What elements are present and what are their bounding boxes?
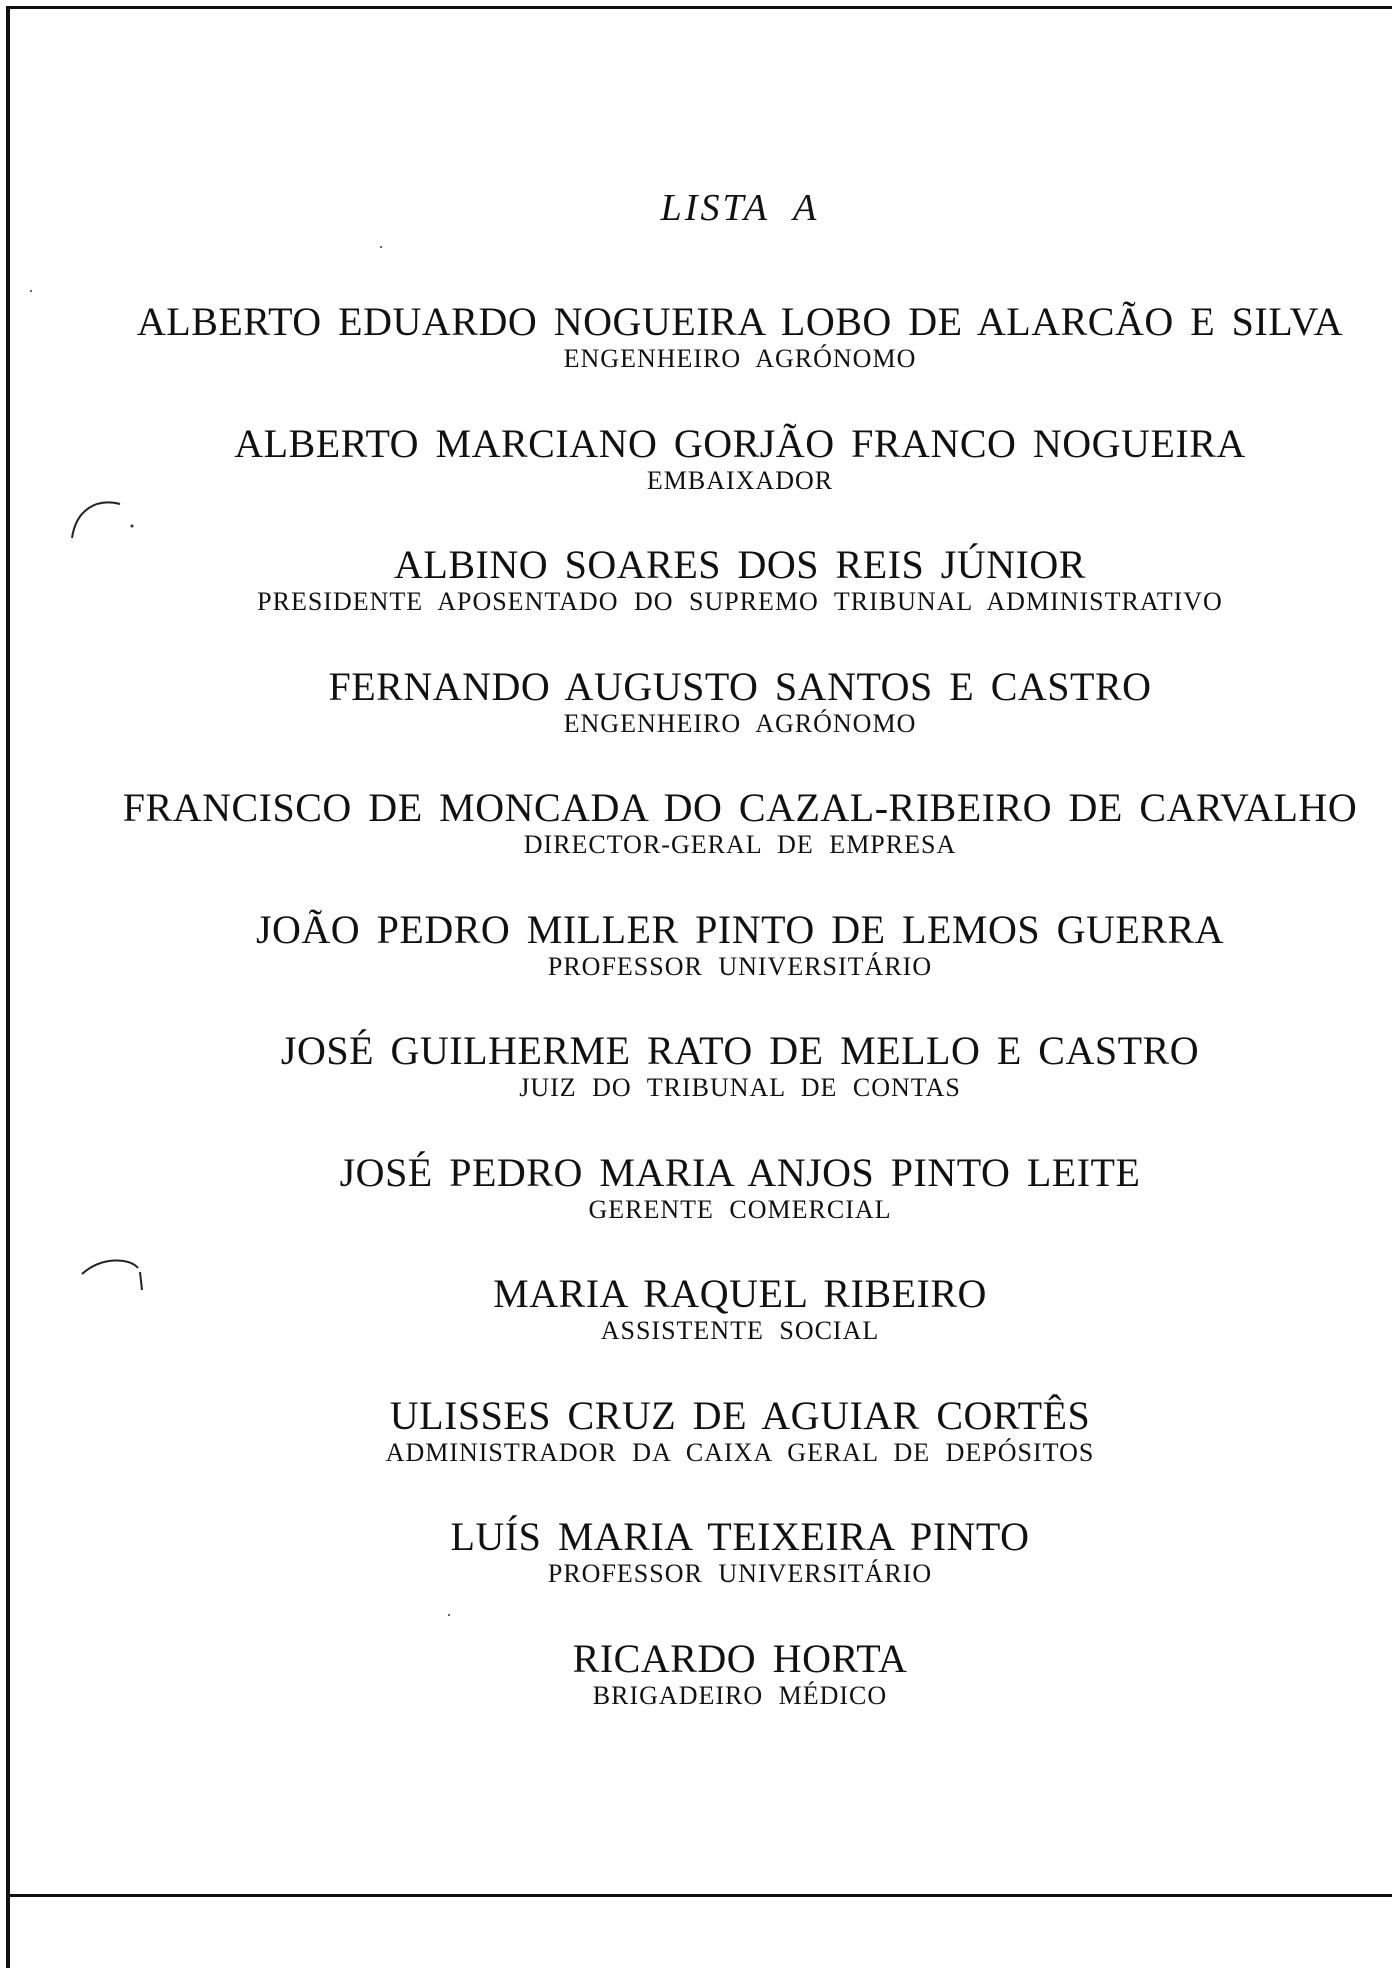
candidate-name: ULISSES CRUZ DE AGUIAR CORTÊS bbox=[389, 1392, 1091, 1438]
list-item bbox=[0, 1515, 1392, 1637]
scan-border-bottom bbox=[8, 1894, 1392, 1897]
candidate-role: GERENTE COMERCIAL bbox=[588, 1194, 892, 1224]
candidate-role: JUIZ DO TRIBUNAL DE CONTAS bbox=[519, 1073, 961, 1102]
list-item bbox=[0, 300, 1392, 422]
candidate-name: JOSÉ GUILHERME RATO DE MELLO E CASTRO bbox=[280, 1028, 1200, 1073]
scan-border-top bbox=[8, 6, 1392, 9]
candidate-name: RICARDO HORTA bbox=[572, 1635, 908, 1681]
scan-speck bbox=[380, 246, 382, 248]
candidate-name: ALBERTO MARCIANO GORJÃO FRANCO NOGUEIRA bbox=[234, 420, 1246, 466]
list-item bbox=[0, 1637, 1392, 1759]
candidate-name: MARIA RAQUEL RIBEIRO bbox=[493, 1271, 987, 1316]
candidate-name: FRANCISCO DE MONCADA DO CAZAL-RIBEIRO DE CARVALHO bbox=[122, 785, 1358, 830]
candidate-role: ASSISTENTE SOCIAL bbox=[600, 1316, 880, 1345]
candidate-name: LUÍS MARIA TEIXEIRA PINTO bbox=[450, 1514, 1030, 1559]
candidate-role: BRIGADEIRO MÉDICO bbox=[592, 1680, 888, 1710]
list-item bbox=[0, 1272, 1392, 1394]
list-item bbox=[0, 543, 1392, 665]
candidate-name: JOSÉ PEDRO MARIA ANJOS PINTO LEITE bbox=[339, 1149, 1141, 1195]
candidate-name: ALBERTO EDUARDO NOGUEIRA LOBO DE ALARCÃO E SILVA bbox=[136, 299, 1344, 344]
list-item bbox=[0, 1151, 1392, 1273]
candidate-role: ADMINISTRADOR DA CAIXA GERAL DE DEPÓSITOS bbox=[385, 1437, 1095, 1467]
candidate-name: ALBINO SOARES DOS REIS JÚNIOR bbox=[394, 542, 1086, 587]
page-title: LISTA A bbox=[660, 187, 820, 229]
list-item bbox=[0, 665, 1392, 787]
list-item bbox=[0, 1029, 1392, 1151]
candidate-role: PRESIDENTE APOSENTADO DO SUPREMO TRIBUNAL ADMINISTRATIVO bbox=[257, 587, 1223, 616]
list-item bbox=[0, 1394, 1392, 1516]
list-item bbox=[0, 786, 1392, 908]
candidate-role: PROFESSOR UNIVERSITÁRIO bbox=[547, 1559, 933, 1588]
scan-speck bbox=[30, 290, 32, 292]
candidate-name: JOÃO PEDRO MILLER PINTO DE LEMOS GUERRA bbox=[255, 906, 1225, 952]
candidate-name: FERNANDO AUGUSTO SANTOS E CASTRO bbox=[328, 663, 1152, 709]
list-item bbox=[0, 422, 1392, 544]
candidate-list bbox=[0, 300, 1392, 1758]
list-item bbox=[0, 908, 1392, 1030]
candidate-role: DIRECTOR-GERAL DE EMPRESA bbox=[523, 830, 957, 859]
candidate-role: PROFESSOR UNIVERSITÁRIO bbox=[547, 951, 933, 981]
candidate-role: ENGENHEIRO AGRÓNOMO bbox=[563, 708, 917, 738]
candidate-role: EMBAIXADOR bbox=[646, 465, 834, 495]
candidate-role: ENGENHEIRO AGRÓNOMO bbox=[563, 344, 917, 373]
